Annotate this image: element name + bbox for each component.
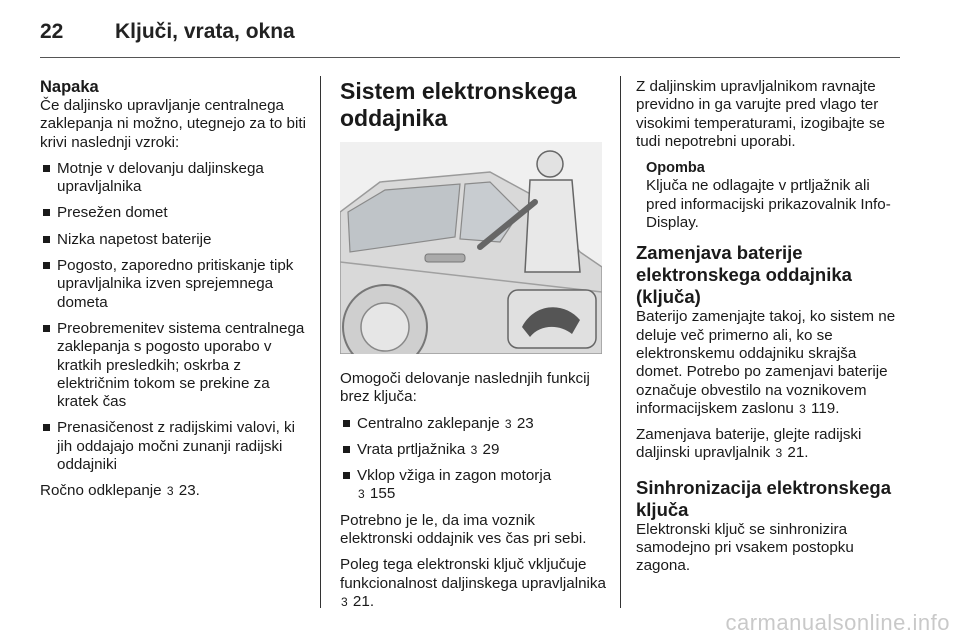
middle-para-1: Potrebno je le, da ima voznik elektronski oddajnik ves čas pri sebi. xyxy=(340,511,587,548)
section-heading-sync: Sinhronizacija elektronskega ključa xyxy=(636,476,891,520)
cause-list xyxy=(40,160,308,474)
page-ref-link[interactable]: 155 xyxy=(369,485,396,503)
manual-unlock-ref xyxy=(40,482,308,500)
list-item-text: Vklop vžiga in zagon motorja xyxy=(357,467,552,485)
list-item: Presežen domet xyxy=(40,204,308,222)
page-ref-link[interactable]: 23 xyxy=(516,414,534,432)
right-para-3 xyxy=(636,426,904,463)
page-ref-link[interactable]: 119. xyxy=(811,399,840,417)
list-item xyxy=(340,415,610,433)
right-para-2 xyxy=(636,308,904,418)
section-heading-sistem: Sistem elektronskega oddajnika xyxy=(340,78,577,131)
column-divider-2 xyxy=(620,76,621,608)
ref-text: Ročno odklepanje xyxy=(40,482,162,500)
note-title: Opomba xyxy=(646,160,705,177)
left-intro: Če daljinsko upravljanje centralnega zaklepanja ni možno, utegnejo za to biti krivi naslednji vzroki: xyxy=(40,97,306,151)
page-ref-arrow-icon: 3 xyxy=(358,487,365,502)
page-ref-arrow-icon: 3 xyxy=(775,446,783,461)
page-ref-arrow-icon: 3 xyxy=(504,416,512,431)
column-divider-1 xyxy=(320,76,321,608)
page-header xyxy=(40,14,900,54)
page-ref-arrow-icon: 3 xyxy=(341,594,348,609)
middle-column xyxy=(340,78,610,619)
car-key-illustration xyxy=(340,142,602,354)
middle-para-2 xyxy=(340,556,610,611)
page-ref-link[interactable]: 21. xyxy=(352,592,375,610)
page-ref-arrow-icon: 3 xyxy=(166,484,174,499)
list-item-text: Centralno zaklepanje xyxy=(357,414,500,432)
list-item: Prenasičenost z radijskimi valovi, ki jih oddajajo močni zunanji radijski oddajniki xyxy=(40,419,308,474)
chapter-title: Ključi, vrata, okna xyxy=(115,20,295,43)
right-para-1: Z daljinskim upravljalnikom ravnajte previdno in ga varujte pred vlago ter visokimi temperaturami, izogibajte se tudi nepotrebni uporabi. xyxy=(636,78,885,150)
list-item-text: Vrata prtljažnika xyxy=(357,440,466,458)
middle-intro: Omogoči delovanje naslednjih funkcij brez ključa: xyxy=(340,370,590,406)
page-ref-link[interactable]: 23. xyxy=(178,482,200,500)
left-column xyxy=(40,78,308,509)
para-text: Zamenjava baterije, glejte radijski daljinski upravljalnik xyxy=(636,426,862,462)
page-ref-link[interactable]: 29 xyxy=(482,440,500,458)
header-rule xyxy=(40,57,900,58)
para-text: Poleg tega elektronski ključ vključuje funkcionalnost daljinskega upravljalnika xyxy=(340,556,606,592)
list-item: Motnje v delovanju daljinskega upravljalnika xyxy=(40,160,308,197)
page-ref-link[interactable]: 21. xyxy=(787,444,809,462)
list-item: Nizka napetost baterije xyxy=(40,231,308,249)
note-text: Ključa ne odlagajte v prtljažnik ali pred informacijski prikazovalnik Info-Display. xyxy=(646,177,891,232)
watermark: carmanualsonline.info xyxy=(725,610,950,635)
function-list xyxy=(340,415,610,504)
car-door-image xyxy=(340,142,602,354)
list-item xyxy=(340,441,610,459)
list-item: Preobremenitev sistema centralnega zaklepanja s pogosto uporabo v kratkih presledkih; oskrba z električnim tokom se prekine za kratek čas xyxy=(40,320,308,411)
right-column xyxy=(636,78,904,584)
page-ref-arrow-icon: 3 xyxy=(799,401,806,416)
right-para-4: Elektronski ključ se sinhronizira samodejno pri vsakem postopku zagona. xyxy=(636,520,854,575)
section-heading-napaka: Napaka xyxy=(40,78,99,96)
page-number: 22 xyxy=(40,20,64,43)
note-box xyxy=(636,159,904,232)
list-item: Pogosto, zaporedno pritiskanje tipk upravljalnika izven sprejemnega dometa xyxy=(40,257,308,312)
page-ref-arrow-icon: 3 xyxy=(470,442,478,457)
para-text: Baterijo zamenjajte takoj, ko sistem ne deluje več primerno ali, ko se elektronskemu oddajniku skrajša domet. Potrebo po zamenjavi baterije označuje obvestilo na voznikovem informacijskem zaslonu xyxy=(636,308,896,417)
list-item xyxy=(340,467,610,504)
section-heading-battery: Zamenjava baterije elektronskega oddajnika (ključa) xyxy=(636,242,852,308)
